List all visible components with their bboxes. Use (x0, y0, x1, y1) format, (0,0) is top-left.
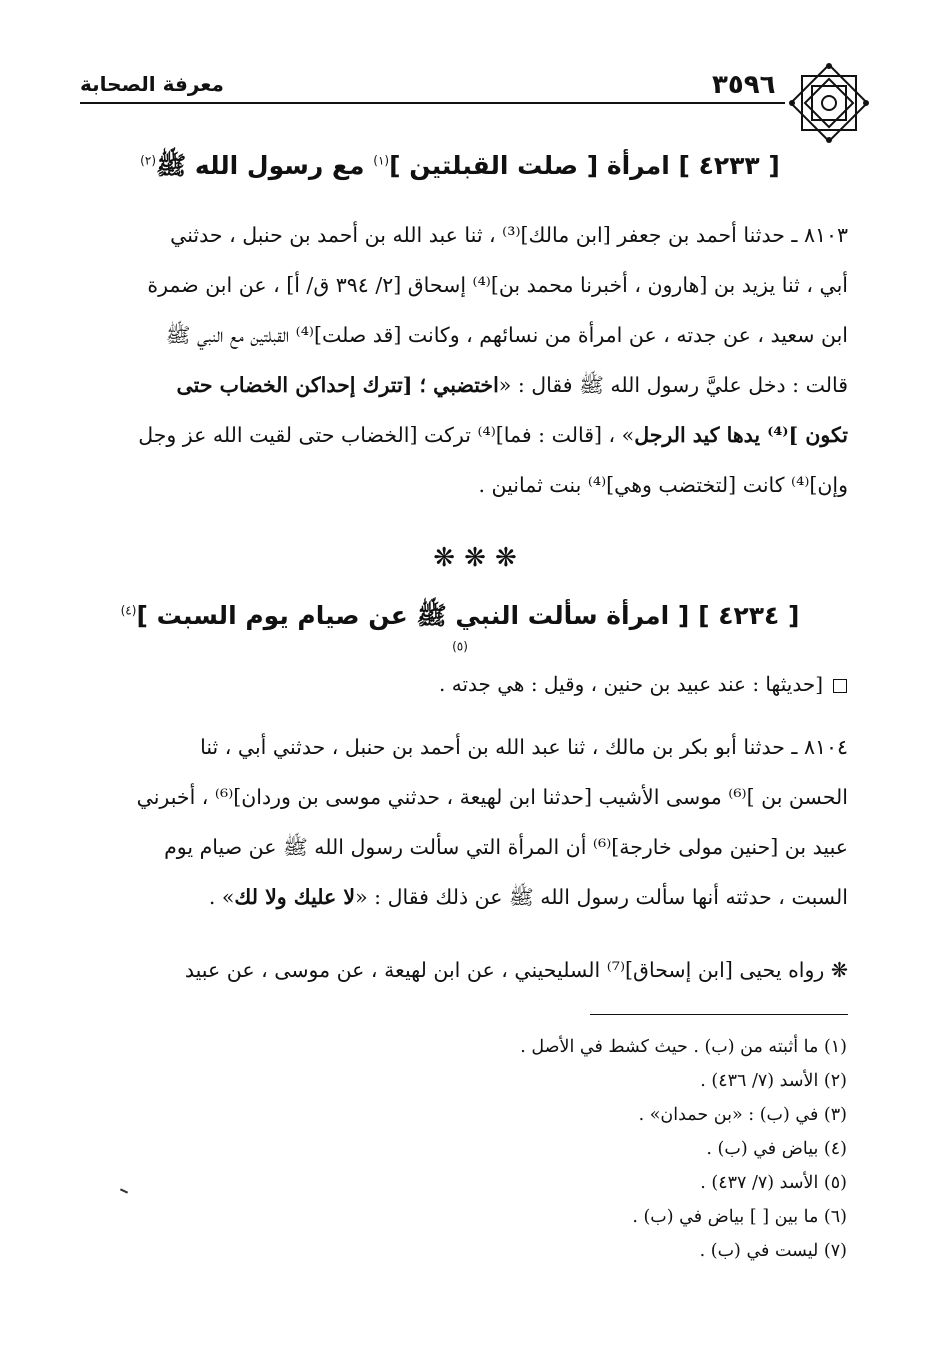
text-line: وإن]⁽⁴⁾ كانت [لتختضب وهي]⁽⁴⁾ بنت ثمانين . (478, 473, 848, 497)
footnote: (٥) الأسد (٧/ ٤٣٧) . (700, 1173, 847, 1193)
text-span: » . (208, 885, 235, 909)
header-rule (80, 102, 785, 104)
text-span: قالت : دخل عليَّ رسول الله ﷺ فقال : « (498, 373, 848, 397)
footnote-ref: (٤)(٥) (120, 603, 468, 654)
prophetic-quote: لا عليك ولا لك (234, 885, 356, 909)
entry-heading-4233 (120, 150, 800, 187)
footnote: (٢) الأسد (٧/ ٤٣٦) . (700, 1071, 847, 1091)
square-bullet-icon (833, 679, 847, 693)
footnote-ref: (١) (373, 153, 390, 168)
text-line: ٨١٠٣ ـ حدثنا أحمد بن جعفر [ابن مالك]⁽³⁾ ، ثنا عبد الله بن أحمد بن حنبل ، حدثني (170, 223, 848, 247)
prophetic-quote: اختضبي ؛ [تترك إحداكن الخضاب حتى (176, 373, 499, 397)
text-line: أبي ، ثنا يزيد بن [هارون ، أخبرنا محمد بن]⁽⁴⁾ إسحاق [٢/ ٣٩٤ ق/ أ] ، عن ابن ضمرة (147, 273, 848, 297)
footnote: (١) ما أثبته من (ب) . حيث كشط في الأصل . (520, 1037, 847, 1057)
text-line: ٨١٠٤ ـ حدثنا أبو بكر بن مالك ، ثنا عبد الله بن أحمد بن حنبل ، حدثني أبي ، ثنا (200, 735, 848, 759)
entry-number: [ ٤٢٣٣ ] (678, 151, 780, 180)
hadith-8104 (78, 722, 848, 922)
text-span: السبت ، حدثته أنها سألت رسول الله ﷺ عن ذلك فقال : « (355, 885, 848, 909)
scan-speck (120, 1188, 128, 1193)
text-line: ❋ رواه يحيى [ابن إسحاق]⁽⁷⁾ السليحيني ، عن ابن لهيعة ، عن موسى ، عن عبيد (184, 958, 848, 982)
prophetic-quote: تكون ]⁽⁴⁾ يدها كيد الرجل (634, 423, 848, 447)
entry-number: [ ٤٢٣٤ ] (698, 601, 800, 630)
footnote: (٧) ليست في (ب) . (699, 1241, 847, 1261)
footnotes (300, 1030, 847, 1268)
text-span: » ، [قالت : فما]⁽⁴⁾ تركت [الخضاب حتى لقيت الله عز وجل (138, 423, 635, 447)
hadith-8103 (78, 210, 848, 510)
footnote: (٣) في (ب) : «بن حمدان» . (638, 1105, 847, 1125)
footnote-rule (590, 1014, 848, 1015)
running-header-title: معرفة الصحابة (80, 72, 224, 96)
note-text: [حديثها : عند عبيد بن حنين ، وقيل : هي جدته . (439, 672, 823, 696)
text-line (78, 360, 848, 410)
narration-note (78, 945, 848, 995)
entry-heading-4234 (120, 600, 800, 666)
footnote: (٤) بياض في (ب) . (706, 1139, 847, 1159)
entry-title: [ امرأة سألت النبي ﷺ عن صيام يوم السبت ] (136, 601, 690, 630)
page-number: ٣٥٩٦ (712, 70, 776, 100)
text-line: الحسن بن ]⁽⁶⁾ موسى الأشيب [حدثنا ابن لهيعة ، حدثني موسى بن وردان]⁽⁶⁾ ، أخبرني (136, 785, 848, 809)
section-separator: ❋ ❋ ❋ (433, 543, 517, 573)
text-line: ابن سعيد ، عن جدته ، عن امرأة من نسائهم ، وكانت [قد صلت]⁽⁴⁾ القبلتين مع النبي ﷺ (165, 323, 848, 347)
hadith-source-note (150, 672, 847, 696)
text-line: عبيد بن [حنين مولى خارجة]⁽⁶⁾ أن المرأة التي سألت رسول الله ﷺ عن صيام يوم (164, 835, 848, 859)
entry-title-end: مع رسول الله ﷺ (156, 151, 374, 180)
text-line (78, 872, 848, 922)
footnote-ref: (٢) (140, 153, 156, 168)
footnote: (٦) ما بين [ ] بياض في (ب) . (632, 1207, 847, 1227)
octagram-ornament-icon (784, 58, 874, 148)
entry-title: امرأة [ صلت القبلتين ] (389, 151, 670, 180)
text-line (78, 410, 848, 460)
